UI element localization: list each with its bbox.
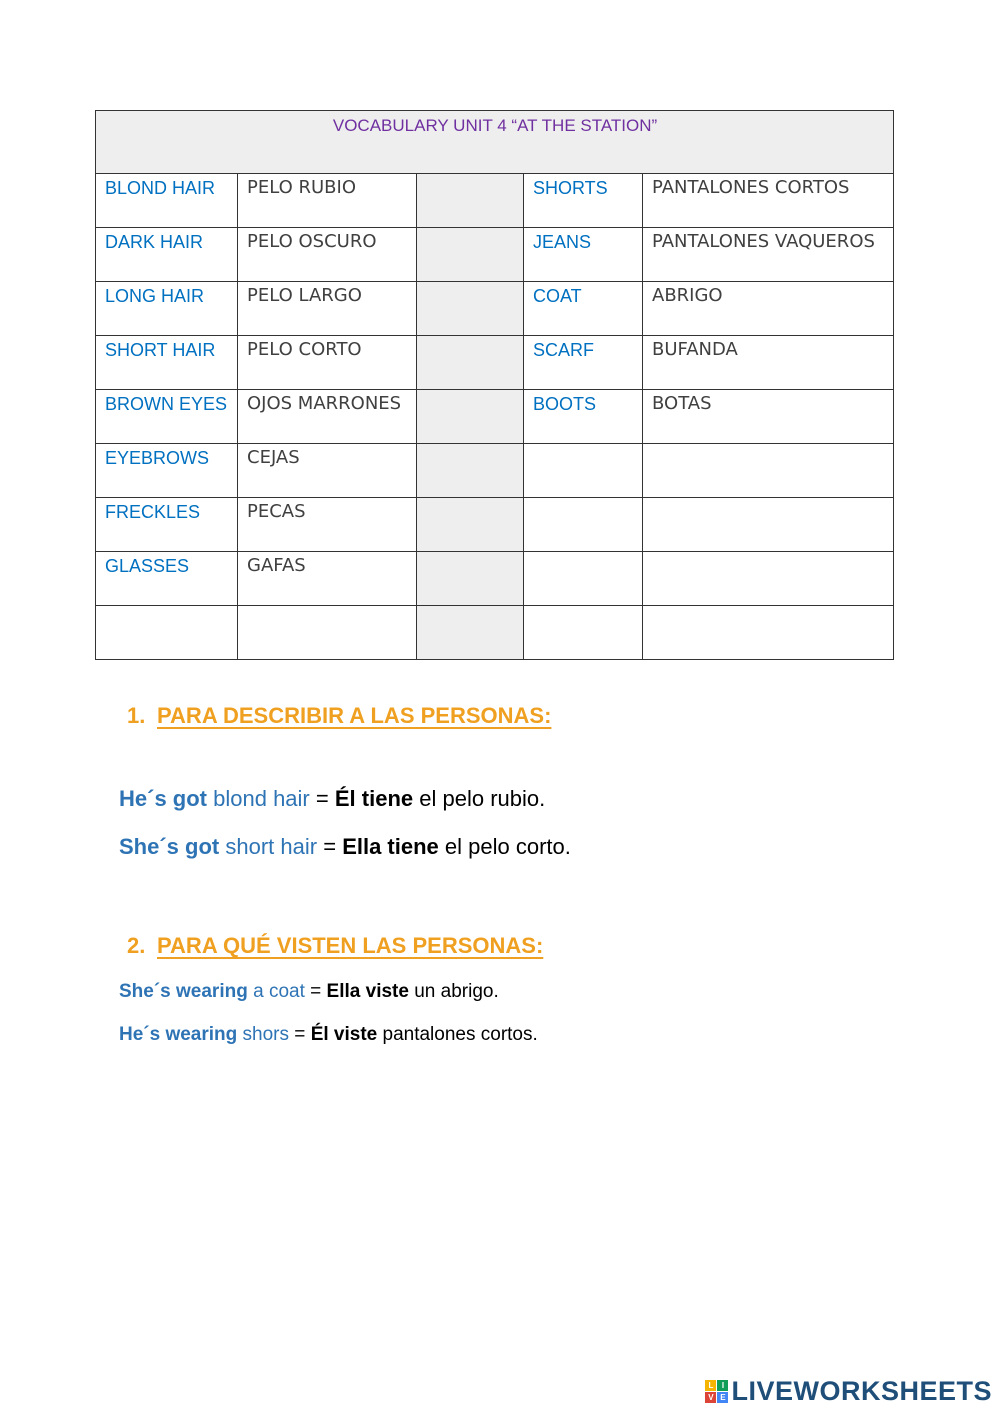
english-word: LONG HAIR (96, 282, 238, 336)
example-sentence (119, 786, 545, 812)
translation-rest: el pelo rubio. (419, 786, 546, 811)
spanish-translation (643, 498, 894, 552)
english-word: SCARF (524, 336, 643, 390)
translation-bold: Él viste (310, 1024, 378, 1045)
table-row (96, 444, 894, 498)
gap-cell (417, 174, 524, 228)
spanish-translation: PELO OSCURO (238, 228, 417, 282)
english-word (524, 498, 643, 552)
spanish-translation: BUFANDA (643, 336, 894, 390)
object-phrase: a coat (253, 981, 305, 1002)
translation-rest: el pelo corto. (444, 834, 571, 859)
gap-cell (417, 498, 524, 552)
translation-rest: pantalones cortos. (382, 1024, 538, 1045)
table-row (96, 606, 894, 660)
gap-cell (417, 282, 524, 336)
spanish-translation: OJOS MARRONES (238, 390, 417, 444)
example-sentence (119, 981, 499, 1003)
spanish-translation: PELO LARGO (238, 282, 417, 336)
example-sentence (119, 1024, 538, 1046)
liveworksheets-logo (705, 1376, 992, 1407)
english-word: BLOND HAIR (96, 174, 238, 228)
section-title: PARA DESCRIBIR A LAS PERSONAS: (157, 703, 552, 728)
english-word: SHORT HAIR (96, 336, 238, 390)
spanish-translation: ABRIGO (643, 282, 894, 336)
english-word: COAT (524, 282, 643, 336)
example-sentence (119, 834, 571, 860)
english-word: DARK HAIR (96, 228, 238, 282)
english-word: GLASSES (96, 552, 238, 606)
object-phrase: blond hair (213, 786, 310, 811)
gap-cell (417, 336, 524, 390)
table-title: VOCABULARY UNIT 4 “AT THE STATION” (96, 111, 894, 174)
english-word: FRECKLES (96, 498, 238, 552)
english-word: EYEBROWS (96, 444, 238, 498)
table-row (96, 498, 894, 552)
english-word (524, 444, 643, 498)
equals-sign: = (323, 834, 337, 859)
spanish-translation: BOTAS (643, 390, 894, 444)
equals-sign: = (310, 981, 322, 1002)
gap-cell (417, 444, 524, 498)
spanish-translation (643, 444, 894, 498)
object-phrase: short hair (225, 834, 318, 859)
table-row (96, 282, 894, 336)
logo-mark-icon: L I V E (705, 1380, 728, 1403)
table-row (96, 552, 894, 606)
spanish-translation (643, 552, 894, 606)
gap-cell (417, 390, 524, 444)
section-number: 2. (127, 933, 146, 958)
spanish-translation: PELO RUBIO (238, 174, 417, 228)
subject-phrase: He´s got (119, 786, 207, 811)
spanish-translation: PELO CORTO (238, 336, 417, 390)
object-phrase: shors (242, 1024, 290, 1045)
spanish-translation: CEJAS (238, 444, 417, 498)
section-2-heading (127, 933, 543, 959)
table-row (96, 228, 894, 282)
translation-bold: Él tiene (334, 786, 414, 811)
english-word (96, 606, 238, 660)
gap-cell (417, 228, 524, 282)
subject-phrase: She´s wearing (119, 981, 248, 1002)
english-word: BROWN EYES (96, 390, 238, 444)
section-1-heading (127, 703, 551, 729)
vocabulary-table (95, 110, 894, 660)
translation-bold: Ella tiene (342, 834, 439, 859)
spanish-translation: GAFAS (238, 552, 417, 606)
table-row (96, 336, 894, 390)
section-number: 1. (127, 703, 146, 728)
table-row (96, 174, 894, 228)
english-word (524, 552, 643, 606)
gap-cell (417, 552, 524, 606)
english-word: JEANS (524, 228, 643, 282)
spanish-translation: PECAS (238, 498, 417, 552)
spanish-translation (643, 606, 894, 660)
table-row (96, 390, 894, 444)
english-word: SHORTS (524, 174, 643, 228)
subject-phrase: He´s wearing (119, 1024, 238, 1045)
spanish-translation: PANTALONES VAQUEROS (643, 228, 894, 282)
translation-bold: Ella viste (326, 981, 409, 1002)
equals-sign: = (315, 786, 329, 811)
subject-phrase: She´s got (119, 834, 220, 859)
translation-rest: un abrigo. (414, 981, 499, 1002)
spanish-translation (238, 606, 417, 660)
spanish-translation: PANTALONES CORTOS (643, 174, 894, 228)
english-word (524, 606, 643, 660)
english-word: BOOTS (524, 390, 643, 444)
logo-text: LIVEWORKSHEETS (731, 1376, 992, 1406)
table-title-row (96, 111, 894, 174)
section-title: PARA QUÉ VISTEN LAS PERSONAS: (157, 933, 544, 958)
equals-sign: = (294, 1024, 306, 1045)
gap-cell (417, 606, 524, 660)
